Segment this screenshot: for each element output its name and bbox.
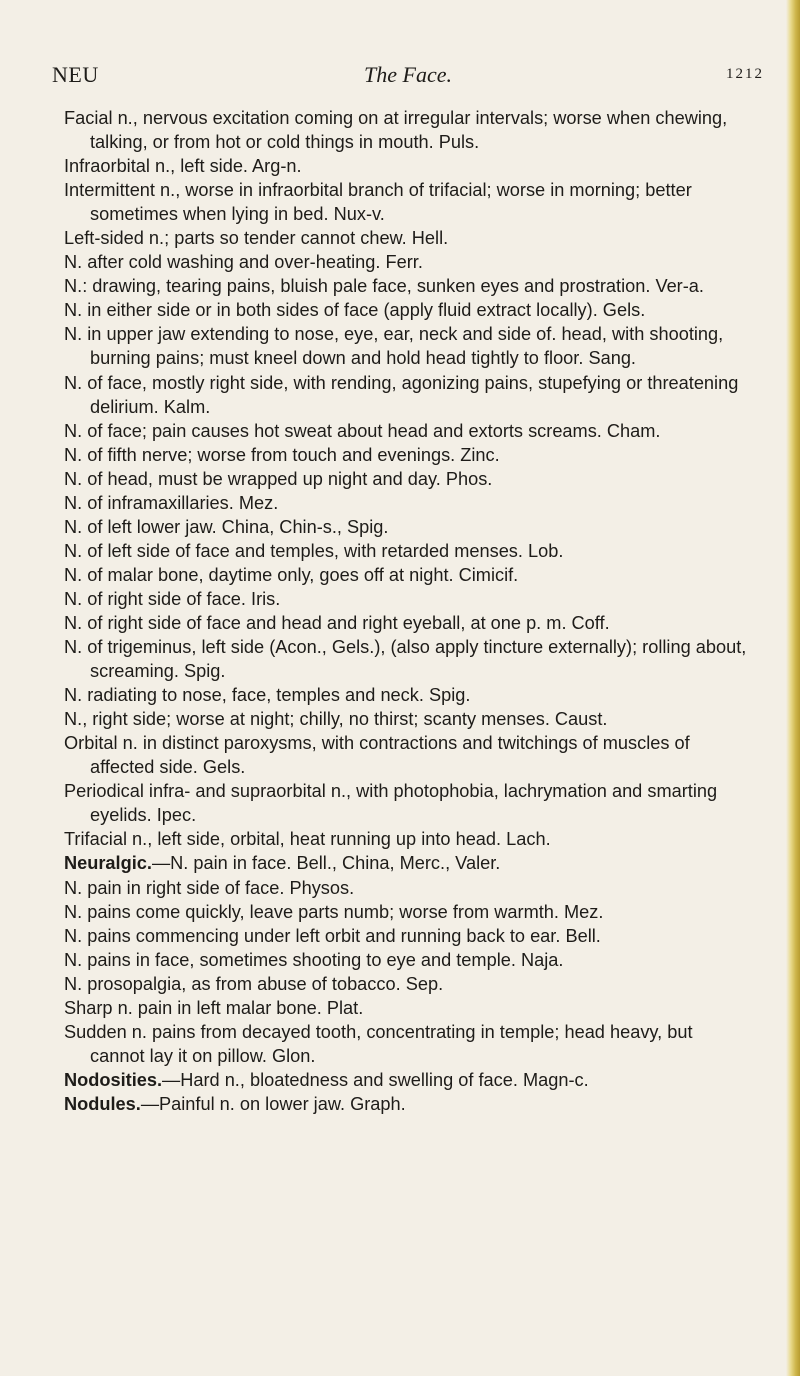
- entry-text: N. of left side of face and temples, with retarded menses. Lob.: [64, 540, 564, 561]
- entry-text: N. of face; pain causes hot sweat about head and extorts screams. Cham.: [64, 420, 661, 441]
- entry: [64, 876, 750, 900]
- entry-text: N.: drawing, tearing pains, bluish pale face, sunken eyes and prostration. Ver-a.: [64, 276, 704, 297]
- header-title: The Face.: [364, 62, 452, 87]
- entry-text: —Painful n. on lower jaw. Graph.: [140, 1093, 406, 1114]
- entry: [64, 178, 750, 226]
- entry: [64, 996, 750, 1020]
- entry: [64, 900, 750, 924]
- entry: [64, 322, 750, 370]
- entry-text: Infraorbital n., left side. Arg-n.: [64, 156, 302, 177]
- entry: [64, 154, 750, 178]
- entry-heading: Nodules.: [64, 1093, 141, 1114]
- entry-text: Facial n., nervous excitation coming on at irregular intervals; worse when chewing, talking, or from hot or cold things in mouth. Puls.: [64, 108, 728, 153]
- entry: [64, 611, 750, 635]
- entry: [64, 1020, 750, 1068]
- entry: [64, 972, 750, 996]
- entry-text: —Hard n., bloatedness and swelling of face. Magn-c.: [162, 1069, 589, 1090]
- entry-text: N. of right side of face. Iris.: [64, 588, 281, 609]
- entry: [64, 1068, 750, 1092]
- entry-text: N. of inframaxillaries. Mez.: [64, 492, 279, 513]
- entry-list: [64, 106, 750, 1116]
- entry-heading: Neuralgic.: [64, 853, 152, 874]
- entry: [64, 587, 750, 611]
- entry-heading: Nodosities.: [64, 1069, 163, 1090]
- entry: [64, 298, 750, 322]
- running-header: [52, 62, 764, 96]
- entry-text: Trifacial n., left side, orbital, heat running up into head. Lach.: [64, 829, 551, 850]
- entry: [64, 419, 750, 443]
- entry: [64, 731, 750, 779]
- entry: [64, 515, 750, 539]
- entry-text: N. pains commencing under left orbit and running back to ear. Bell.: [64, 925, 601, 946]
- entry-text: Orbital n. in distinct paroxysms, with contractions and twitchings of muscles of affected side. Gels.: [64, 733, 690, 778]
- entry-text: N. of left lower jaw. China, Chin-s., Spig.: [64, 516, 389, 537]
- entry: [64, 948, 750, 972]
- entry-text: N. in upper jaw extending to nose, eye, ear, neck and side of. head, with shooting, burning pains; must kneel down and hold head tightly to floor. Sang.: [64, 324, 724, 369]
- entry: [64, 226, 750, 250]
- entry: [64, 250, 750, 274]
- entry-text: Left-sided n.; parts so tender cannot chew. Hell.: [64, 228, 449, 249]
- entry-text: N. of malar bone, daytime only, goes off at night. Cimicif.: [64, 564, 519, 585]
- entry: [64, 851, 750, 875]
- page-number: 1212: [726, 66, 764, 82]
- entry: [64, 563, 750, 587]
- entry-text: N. after cold washing and over-heating. Ferr.: [64, 252, 423, 273]
- entry-text: N., right side; worse at night; chilly, no thirst; scanty menses. Caust.: [64, 709, 608, 730]
- header-section: NEU: [52, 62, 99, 87]
- entry-text: N. radiating to nose, face, temples and neck. Spig.: [64, 685, 471, 706]
- entry-text: Sharp n. pain in left malar bone. Plat.: [64, 997, 364, 1018]
- entry: [64, 683, 750, 707]
- entry-text: N. of trigeminus, left side (Acon., Gels.), (also apply tincture externally); rolling about, screaming. Spig.: [64, 637, 747, 682]
- entry: [64, 635, 750, 683]
- entry: [64, 1092, 750, 1116]
- entry: [64, 371, 750, 419]
- entry-text: N. in either side or in both sides of face (apply fluid extract locally). Gels.: [64, 300, 646, 321]
- entry-text: N. of right side of face and head and right eyeball, at one p. m. Coff.: [64, 612, 610, 633]
- entry: [64, 443, 750, 467]
- entry-text: Sudden n. pains from decayed tooth, concentrating in temple; head heavy, but cannot lay it on pillow. Glon.: [64, 1021, 693, 1066]
- entry-text: N. of head, must be wrapped up night and day. Phos.: [64, 468, 493, 489]
- entry: [64, 106, 750, 154]
- entry-text: Periodical infra- and supraorbital n., with photophobia, lachrymation and smarting eyelids. Ipec.: [64, 781, 718, 826]
- entry: [64, 924, 750, 948]
- page-edge: [786, 0, 800, 1376]
- entry: [64, 491, 750, 515]
- entry-text: N. pain in right side of face. Physos.: [64, 877, 355, 898]
- entry: [64, 779, 750, 827]
- entry: [64, 467, 750, 491]
- entry-text: N. pains in face, sometimes shooting to eye and temple. Naja.: [64, 949, 564, 970]
- entry-text: —N. pain in face. Bell., China, Merc., Valer.: [151, 853, 501, 874]
- entry: [64, 707, 750, 731]
- entry-text: N. pains come quickly, leave parts numb; worse from warmth. Mez.: [64, 901, 604, 922]
- entry-text: N. of face, mostly right side, with rending, agonizing pains, stupefying or threatening delirium. Kalm.: [64, 372, 739, 417]
- entry: [64, 274, 750, 298]
- entry: [64, 539, 750, 563]
- entry-text: Intermittent n., worse in infraorbital branch of trifacial; worse in morning; better sometimes when lying in bed. Nux-v.: [64, 180, 692, 225]
- entry-text: N. prosopalgia, as from abuse of tobacco. Sep.: [64, 973, 444, 994]
- entry-text: N. of fifth nerve; worse from touch and evenings. Zinc.: [64, 444, 500, 465]
- entry: [64, 827, 750, 851]
